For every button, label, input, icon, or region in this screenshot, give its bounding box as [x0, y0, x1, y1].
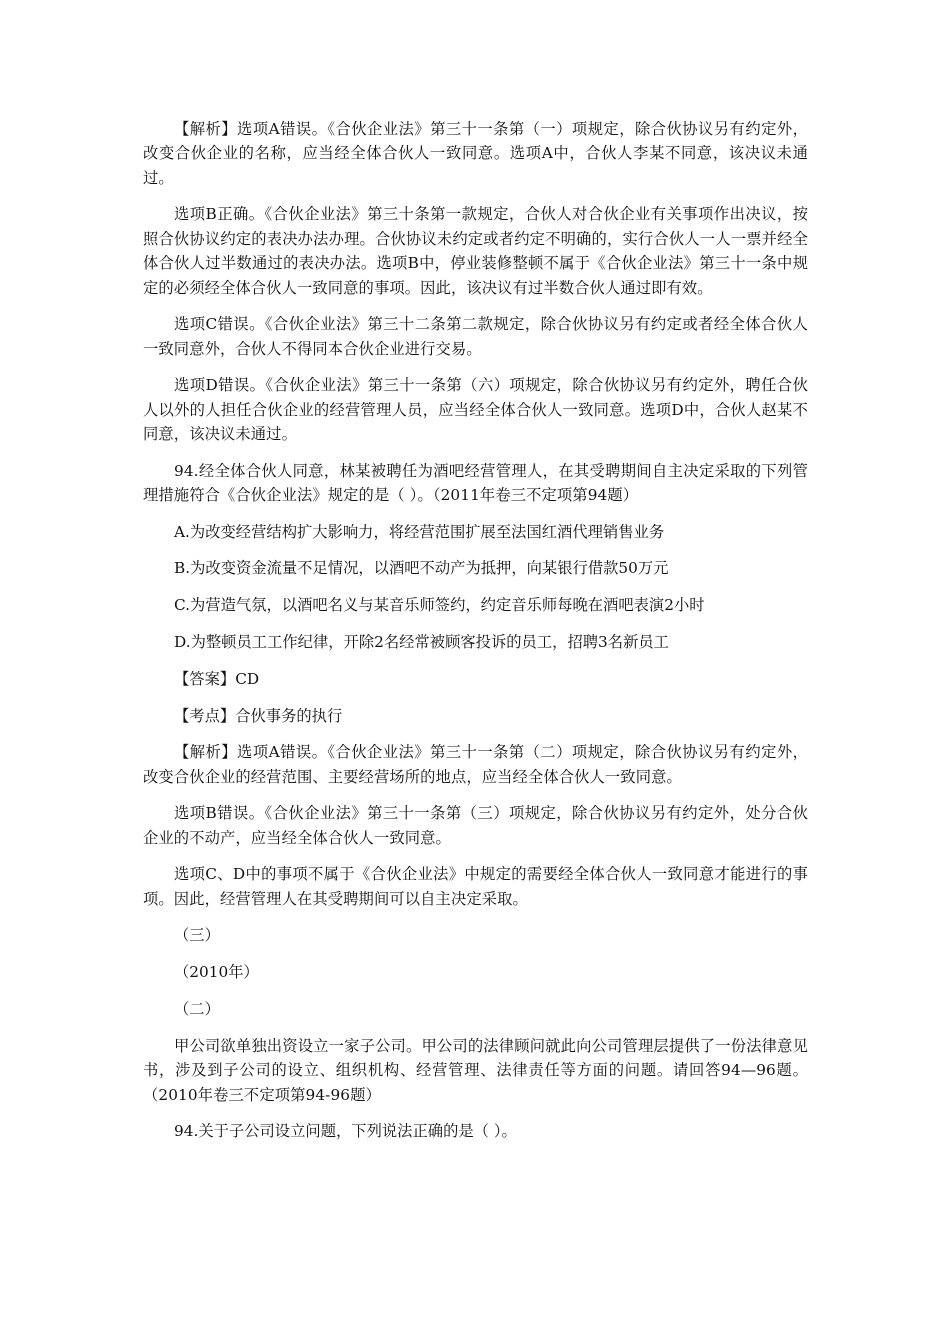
- analysis-paragraph-4: 选项D错误。《合伙企业法》第三十一条第（六）项规定，除合伙协议另有约定外，聘任合伙人以外的人担任合伙企业的经营管理人员，应当经全体合伙人一致同意。选项D中，合伙人赵某不同意，该决议未通过。: [143, 376, 808, 444]
- document-page: [143, 117, 808, 1156]
- analysis-paragraph-7: 选项C、D中的事项不属于《合伙企业法》中规定的需要经全体合伙人一致同意才能进行的事项。因此，经营管理人在其受聘期间可以自主决定采取。: [143, 865, 808, 908]
- section-marker-3: （三）: [174, 926, 220, 945]
- option-d: D.为整顿员工工作纪律，开除2名经常被顾客投诉的员工，招聘3名新员工: [174, 633, 669, 652]
- analysis-paragraph-5: 【解析】选项A错误。《合伙企业法》第三十一条第（二）项规定，除合伙协议另有约定外，改变合伙企业的经营范围、主要经营场所的地点，应当经全体合伙人一致同意。: [143, 743, 808, 786]
- option-c: C.为营造气氛，以酒吧名义与某音乐师签约，约定音乐师每晚在酒吧表演2小时: [174, 596, 705, 615]
- year-marker-2010: （2010年）: [174, 963, 259, 982]
- section-marker-2: （二）: [174, 1000, 220, 1018]
- answer-line: 【答案】CD: [174, 669, 260, 688]
- analysis-paragraph-3: 选项C错误。《合伙企业法》第三十二条第二款规定，除合伙协议另有约定或者经全体合伙人一致同意外，合伙人不得同本合伙企业进行交易。: [143, 315, 808, 358]
- analysis-paragraph-1: 【解析】选项A错误。《合伙企业法》第三十一条第（一）项规定，除合伙协议另有约定外，改变合伙企业的名称，应当经全体合伙人一致同意。选项A中，合伙人李某不同意，该决议未通过。: [143, 120, 808, 187]
- topic-line: 【考点】合伙事务的执行: [174, 706, 343, 725]
- analysis-paragraph-6: 选项B错误。《合伙企业法》第三十一条第（三）项规定，除合伙协议另有约定外，处分合伙企业的不动产，应当经全体合伙人一致同意。: [143, 804, 808, 847]
- analysis-paragraph-2: 选项B正确。《合伙企业法》第三十条第一款规定，合伙人对合伙企业有关事项作出决议，按照合伙协议约定的表决办法办理。合伙协议未约定或者约定不明确的，实行合伙人一人一票并经全体合伙人过半数通过的表决办法。选项B中，停业装修整顿不属于《合伙企业法》第三十一条中规定的必须经全体合伙人一致同意的事项。因此，该决议有过半数合伙人通过即有效。: [143, 205, 808, 297]
- question-94-2010: 94.关于子公司设立问题，下列说法正确的是（ ）。: [174, 1122, 517, 1141]
- case-intro-paragraph: 甲公司欲单独出资设立一家子公司。甲公司的法律顾问就此向公司管理层提供了一份法律意见书，涉及到子公司的设立、组织机构、经营管理、法律责任等方面的问题。请回答94—96题。（2010年卷三不定项第94-96题）: [143, 1036, 808, 1104]
- option-a: A.为改变经营结构扩大影响力，将经营范围扩展至法国红酒代理销售业务: [174, 522, 665, 541]
- option-b: B.为改变资金流量不足情况，以酒吧不动产为抵押，向某银行借款50万元: [174, 559, 669, 578]
- question-94-2011: 94.经全体合伙人同意，林某被聘任为酒吧经营管理人，在其受聘期间自主决定采取的下列管理措施符合《合伙企业法》规定的是（ ）。（2011年卷三不定项第94题）: [143, 461, 808, 505]
